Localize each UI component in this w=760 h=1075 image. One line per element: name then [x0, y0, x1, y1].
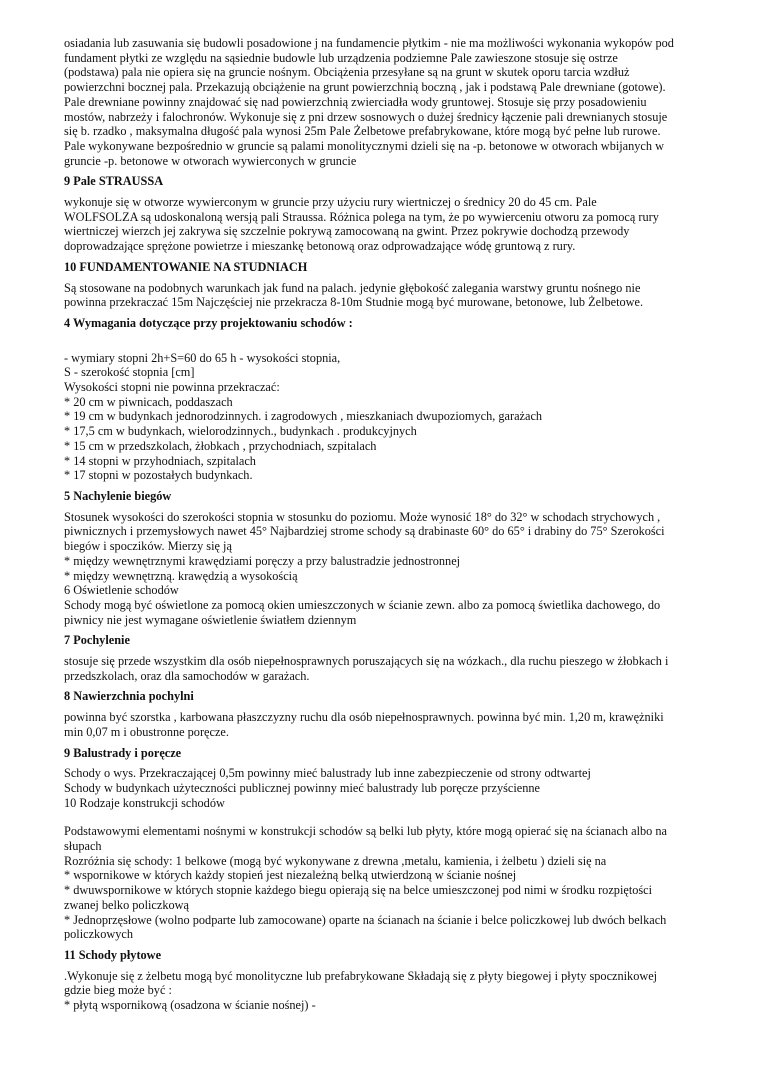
heading-schody-plytowe: 11 Schody płytowe: [64, 947, 162, 962]
list-item: * Jednoprzęsłowe (wolno podparte lub zamocowane) oparte na ścianach na ścianie i belce policzkowej lub dwóch belkach: [64, 912, 667, 927]
paragraph-studnie: [64, 281, 702, 310]
text-line: Schody w budynkach użyteczności publicznej powinny mieć balustrady lub poręcze przyścienne: [64, 780, 541, 795]
text-line: Stosunek wysokości do szerokości stopnia w stosunku do poziomu. Może wynosić 18° do 32° w schodach strychowych ,: [64, 509, 661, 524]
list-item: * 17,5 cm w budynkach, wielorodzinnych., budynkach . produkcyjnych: [64, 424, 417, 439]
blank-line: [64, 810, 702, 824]
blank-line: [64, 337, 702, 351]
text-line: policzkowych: [64, 927, 133, 942]
heading-fundamentowanie-studnie: 10 FUNDAMENTOWANIE NA STUDNIACH: [64, 259, 308, 274]
text-line: zwanej belko policzkową: [64, 897, 189, 912]
text-line: stosuje się przede wszystkim dla osób niepełnosprawnych poruszających się na wózkach., dla ruchu pieszego w żłobkach i: [64, 654, 669, 669]
list-item: * 14 stopni w przyhodniach, szpitalach: [64, 453, 256, 468]
text-line: Są stosowane na podobnych warunkach jak fund na palach. jedynie głębokość zalegania warstwy gruntu nośnego nie: [64, 280, 641, 295]
paragraph-balustrady: [64, 766, 702, 810]
text-line: 6 Oświetlenie schodów: [64, 583, 179, 598]
text-line: powierzchni bocznej pala. Przekazują obciążenie na grunt powierzchnią boczną , jak i podstawą Pale drewniane (gotowe).: [64, 80, 666, 95]
paragraph-wymiary-stopni: [64, 351, 702, 483]
list-item: * dwuwspornikowe w których stopnie każdego biegu opierają się na belce umieszczonej pod nimi w środku rozpiętości: [64, 883, 653, 898]
paragraph-konstrukcje-schodow: [64, 824, 702, 942]
text-line: WOLFSOLZA są udoskonaloną wersją pali Straussa. Różnica polega na tym, że po wywierceniu otworu za pomocą rury: [64, 209, 659, 224]
text-line: wykonuje się w otworze wywierconym w gruncie przy użyciu rury wiertniczej o średnicy 20 do 45 cm. Pale: [64, 195, 597, 210]
list-item: * wspornikowe w których każdy stopień jest niezależną belką utwierdzoną w ścianie nośnej: [64, 868, 517, 883]
text-line: 10 Rodzaje konstrukcji schodów: [64, 795, 225, 810]
text-line: gdzie bieg może być :: [64, 983, 172, 998]
text-line: powinna być szorstka , karbowana płaszczyzny ruchu dla osób niepełnosprawnych. powinna być min. 1,20 m, krawężniki: [64, 710, 664, 725]
text-line: gruncie -p. betonowe w otworach wywierconych w gruncie: [64, 153, 357, 168]
list-item: * między wewnętrznymi krawędziami poręczy a przy balustradzie jednostronnej: [64, 553, 461, 568]
text-line: .Wykonuje się z żelbetu mogą być monolityczne lub prefabrykowane Składają się z płyty biegowej i płyty spocznikowej: [64, 968, 658, 983]
text-line: (podstawa) pala nie opiera się na gruncie nośnym. Obciążenia przesyłane są na grunt w skutek oporu tarcia wzdłuż: [64, 65, 630, 80]
text-line: biegów i spoczików. Mierzy się ją: [64, 539, 232, 554]
paragraph-pale-intro: [64, 36, 702, 168]
list-item: * 19 cm w budynkach jednorodzinnych. i zagrodowych , mieszkaniach dwupoziomych, garażach: [64, 409, 543, 424]
text-line: się b. rzadko , maksymalna długość pala wynosi 25m Pale Żelbetowe prefabrykowane, które mogą być pełne lub rurowe.: [64, 124, 661, 139]
heading-pale-straussa: 9 Pale STRAUSSA: [64, 174, 164, 189]
list-item: * 20 cm w piwnicach, poddaszach: [64, 394, 233, 409]
text-line: powinna przekraczać 15m Najczęściej nie przekracza 8-10m Studnie mogą być murowane, betonowe, lub Żelbetowe.: [64, 295, 644, 310]
paragraph-schody-plytowe: [64, 969, 702, 1013]
text-line: osiadania lub zasuwania się budowli posadowione j na fundamencie płytkim - nie ma możliwości wykonania wykopów pod: [64, 36, 674, 50]
list-item: * 15 cm w przedszkolach, żłobkach , przychodniach, szpitalach: [64, 438, 377, 453]
heading-pochylenie: 7 Pochylenie: [64, 633, 130, 648]
text-line: doprowadzające sprężone powietrze i mieszankę betonową oraz odprowadzające wódę gruntową z rury.: [64, 239, 576, 254]
text-line: Schody mogą być oświetlone za pomocą okien umieszczonych w ścianie zewn. albo za pomocą świetlika dachowego, do: [64, 597, 661, 612]
text-line: piwnicy nie jest wymagane oświetlenie światłem dziennym: [64, 612, 357, 627]
text-line: słupach: [64, 839, 102, 854]
heading-nachylenie-biegow: 5 Nachylenie biegów: [64, 488, 172, 503]
text-line: Rozróżnia się schody: 1 belkowe (mogą być wykonywane z drewna ,metalu, kamienia, i żelbetu ) dzieli się na: [64, 853, 607, 868]
list-item: * między wewnętrzną. krawędzią a wysokością: [64, 568, 298, 583]
text-line: piwnicznych i przemysłowych nawet 45° Najbardziej strome schody są drabinaste 60° do 65° i drabiny do 75° Szerokości: [64, 524, 665, 539]
paragraph-nachylenie: [64, 510, 702, 628]
list-item: * 17 stopni w pozostałych budynkach.: [64, 468, 253, 483]
heading-nawierzchnia-pochylni: 8 Nawierzchnia pochylni: [64, 689, 194, 704]
text-line: Pale drewniane powinny znajdować się nad powierzchnią zwierciadła wody gruntowej. Stosuje się przy posadowieniu: [64, 94, 647, 109]
paragraph-pale-straussa: [64, 195, 702, 254]
text-line: wiertniczej wierzch jej zakrywa się szczelnie pokrywą zamocowaną na gwint. Przez pokrywie dochodzą przewody: [64, 224, 630, 239]
text-line: min 0,07 m i obustronne poręcze.: [64, 724, 229, 739]
text-line: fundament płytki ze względu na sąsiednie budowle lub urządzenia podziemne Pale zawieszone stosuje się ostrze: [64, 50, 618, 65]
text-line: przedszkolach, oraz dla samochodów w garażach.: [64, 668, 310, 683]
text-line: mostów, nabrzeży i falochronów. Wykonuje się z pni drzew sosnowych o dużej średnicy łączenie pali drewnianych stosuje: [64, 109, 668, 124]
text-line: S - szerokość stopnia [cm]: [64, 365, 195, 380]
text-line: Podstawowymi elementami nośnymi w konstrukcji schodów są belki lub płyty, które mogą opierać się na ścianach albo na: [64, 824, 667, 839]
heading-wymagania-schody: 4 Wymagania dotyczące przy projektowaniu schodów :: [64, 315, 353, 330]
text-line: Wysokości stopni nie powinna przekraczać:: [64, 380, 280, 395]
paragraph-pochylenie: [64, 654, 702, 683]
heading-balustrady: 9 Balustrady i poręcze: [64, 745, 182, 760]
list-item: * płytą wspornikową (osadzona w ścianie nośnej) -: [64, 998, 316, 1013]
text-line: Schody o wys. Przekraczającej 0,5m powinny mieć balustrady lub inne zabezpieczenie od strony odtwartej: [64, 766, 591, 781]
text-line: Pale wykonywane bezpośrednio w gruncie są palami monolitycznymi dzieli się na -p. betonowe w otworach wbijanych w: [64, 138, 664, 153]
paragraph-nawierzchnia: [64, 710, 702, 739]
text-line: - wymiary stopni 2h+S=60 do 65 h - wysokości stopnia,: [64, 350, 341, 365]
